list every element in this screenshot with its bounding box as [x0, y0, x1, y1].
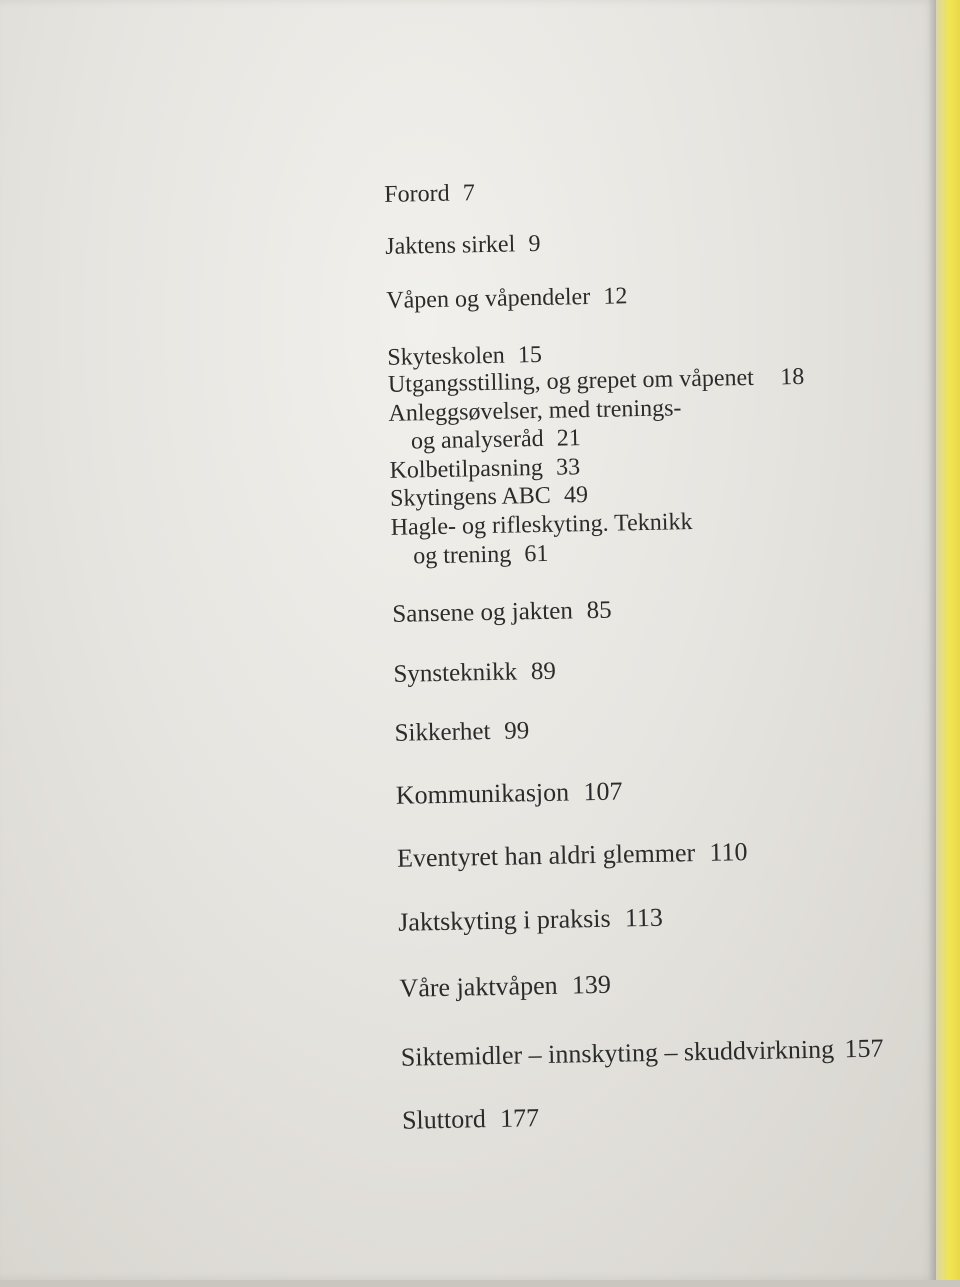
toc-entry-sansene-og-jakten: [392, 598, 612, 627]
toc-entry-skyteskolen: [387, 343, 542, 370]
toc-page-number: 89: [530, 657, 557, 686]
toc-entry-eventyret: [397, 839, 748, 872]
toc-page-number: 107: [583, 776, 623, 807]
toc-page-number: 113: [624, 902, 664, 933]
toc-title: Kommunikasjon: [395, 777, 570, 810]
toc-title: Siktemidler – innskyting – skuddvirkning: [400, 1034, 835, 1072]
toc-entry-forord: [384, 181, 475, 207]
toc-title: Våpen og våpendeler: [386, 283, 591, 314]
toc-title: Eventyret han aldri glemmer: [396, 838, 696, 873]
toc-title: Sikkerhet: [394, 717, 491, 747]
toc-entry-utgangsstilling: [388, 365, 805, 397]
toc-title: Skyteskolen: [387, 342, 505, 371]
toc-entry-jaktskyting-i-praksis: [397, 902, 664, 937]
toc-title: og analyseråd: [410, 425, 544, 455]
toc-title: Jaktens sirkel: [385, 231, 516, 260]
toc-title: Hagle- og rifleskyting. Teknikk: [390, 509, 693, 541]
toc-entry-kommunikasjon: [396, 778, 623, 808]
toc-entry-analyserad: [411, 426, 581, 453]
toc-title: Sansene og jakten: [392, 597, 574, 628]
toc-title: Anleggsøvelser, med trenings-: [388, 395, 682, 427]
toc-entry-sluttord: [402, 1105, 540, 1134]
toc-page-number: 12: [603, 283, 628, 310]
toc-page-number: 15: [517, 341, 543, 369]
toc-entry-og-trening: [413, 542, 549, 569]
toc-title: Våre jaktvåpen: [399, 970, 558, 1003]
toc-page-number: 110: [709, 837, 748, 867]
toc-entry-skytingens-abc: [390, 483, 588, 511]
toc-title: og trening: [412, 541, 512, 570]
toc-page-number: 85: [586, 596, 612, 625]
toc-title: Skytingens ABC: [389, 482, 552, 512]
toc-title: Sluttord: [401, 1104, 487, 1135]
toc-page-number: 139: [571, 969, 612, 1000]
toc-title: Utgangsstilling, og grepet om våpenet: [387, 364, 755, 398]
toc-entry-kolbetilpasning: [389, 455, 580, 483]
toc-title: Kolbetilpasning: [389, 454, 544, 484]
toc-page-number: 21: [556, 425, 582, 452]
toc-page-number: 33: [555, 454, 581, 481]
toc-title: Synsteknikk: [393, 658, 518, 688]
toc-title: Forord: [384, 180, 450, 208]
toc-entry-hagle-og-rifleskyting: [390, 510, 692, 540]
toc-page-number: 7: [462, 180, 476, 207]
toc-page-number: 18: [779, 363, 805, 391]
toc-title: Jaktskyting i praksis: [397, 903, 611, 937]
toc-entry-sikkerhet: [394, 718, 529, 746]
toc-page-number: 177: [499, 1103, 540, 1133]
toc-entry-synsteknikk: [393, 659, 556, 687]
toc-entry-siktemidler: [401, 1035, 884, 1070]
toc-page-number: 99: [503, 717, 530, 745]
toc-page-number: 61: [524, 540, 549, 568]
toc-entry-anleggsovelser: [388, 396, 681, 426]
toc-entry-jaktens-sirkel: [385, 232, 541, 259]
toc-page-number: 157: [844, 1033, 884, 1064]
toc-page-number: 49: [563, 482, 589, 509]
toc-page-number: 9: [528, 230, 541, 258]
toc-entry-vare-jaktvapen: [399, 969, 612, 1003]
toc-entry-vapen-og-vapendeler: [386, 284, 628, 313]
